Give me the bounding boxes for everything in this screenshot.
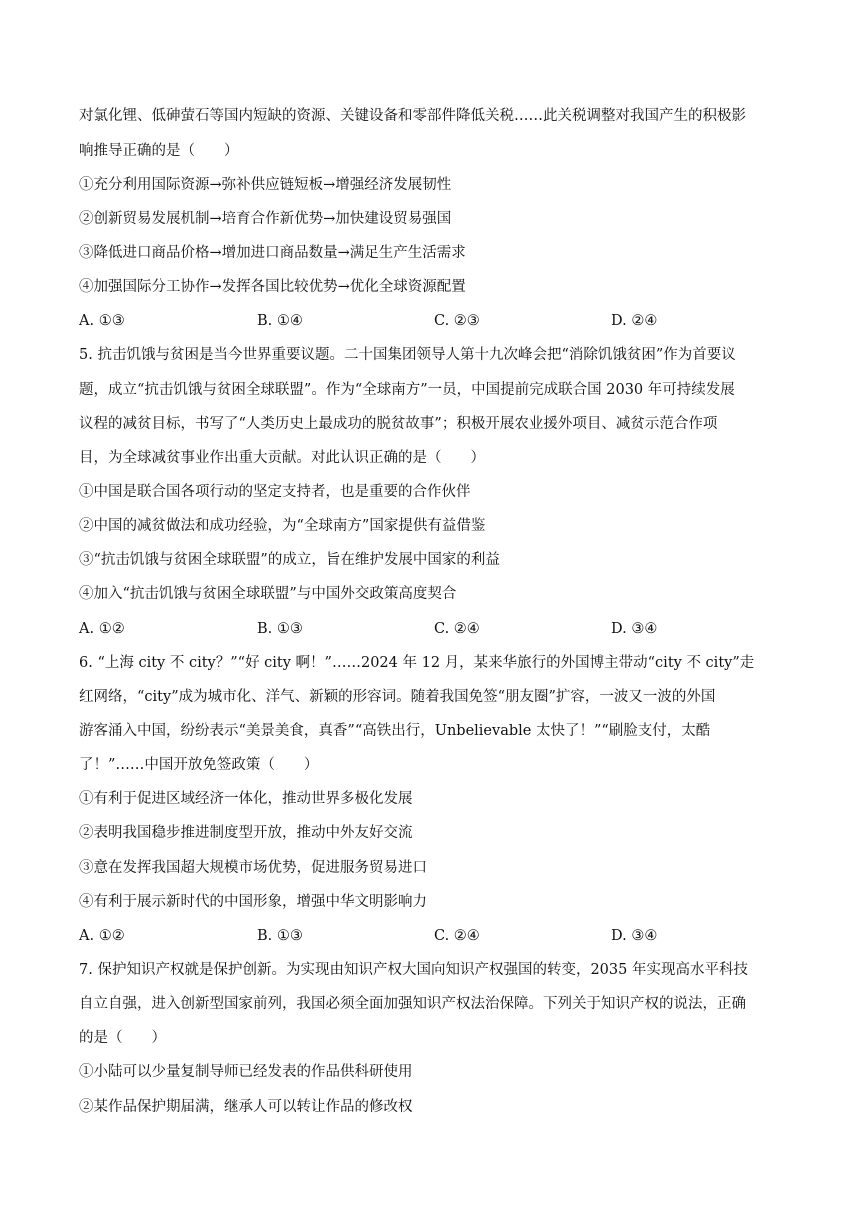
q7-stem-line-2: 自立自强，进入创新型国家前列，我国必须全面加强知识产权法治保障。下列关于知识产权的说法，正确 [79, 996, 746, 1012]
q6-stem-line-2: 红网络，“city”成为城市化、洋气、新颖的形容词。随着我国免签“朋友圈”扩容，一波又一波的外国 [79, 689, 716, 705]
q5-item-4: ④加入“抗击饥饿与贫困全球联盟”与中国外交政策高度契合 [79, 586, 457, 602]
q4-option-c[interactable]: C. ②③ [434, 313, 480, 329]
q6-options [79, 926, 799, 946]
q5-option-b[interactable]: B. ①③ [257, 621, 303, 637]
q4-item-3: ③降低进口商品价格→增加进口商品数量→满足生产生活需求 [79, 245, 466, 261]
q5-item-3: ③“抗击饥饿与贫困全球联盟”的成立，旨在维护发展中国家的利益 [79, 552, 500, 568]
q5-option-c[interactable]: C. ②④ [434, 621, 480, 637]
q5-option-a[interactable]: A. ①② [79, 621, 125, 637]
q4-option-a[interactable]: A. ①③ [79, 313, 125, 329]
q4-stem-line-1: 对氯化锂、低砷萤石等国内短缺的资源、关键设备和零部件降低关税……此关税调整对我国产生的积极影 [79, 108, 746, 124]
q6-stem-line-1: 6. “上海 city 不 city？”“好 city 啊！”……2024 年 12 月，某来华旅行的外国博主带动“city 不 city”走 [79, 655, 755, 671]
q4-option-d[interactable]: D. ②④ [611, 313, 658, 329]
q7-item-1: ①小陆可以少量复制导师已经发表的作品供科研使用 [79, 1064, 413, 1080]
q6-item-4: ④有利于展示新时代的中国形象，增强中华文明影响力 [79, 894, 427, 910]
q7-stem-line-1: 7. 保护知识产权就是保护创新。为实现由知识产权大国向知识产权强国的转变，2035 年实现高水平科技 [79, 962, 748, 978]
q6-option-b[interactable]: B. ①③ [257, 928, 303, 944]
q5-stem-line-1: 5. 抗击饥饿与贫困是当今世界重要议题。二十国集团领导人第十九次峰会把“消除饥饿贫困”作为首要议 [79, 347, 736, 363]
q6-item-2: ②表明我国稳步推进制度型开放，推动中外友好交流 [79, 825, 413, 841]
q6-option-d[interactable]: D. ③④ [611, 928, 658, 944]
q6-item-1: ①有利于促进区域经济一体化，推动世界多极化发展 [79, 791, 413, 807]
q4-option-b[interactable]: B. ①④ [257, 313, 303, 329]
q4-options [79, 311, 799, 331]
q7-stem-line-3: 的是（ ） [79, 1030, 166, 1046]
q5-stem-line-2: 题，成立“抗击饥饿与贫困全球联盟”。作为“全球南方”一员，中国提前完成联合国 2030 年可持续发展 [79, 382, 735, 398]
q6-stem-line-4: 了！”……中国开放免签政策（ ） [79, 757, 319, 773]
q4-item-2: ②创新贸易发展机制→培育合作新优势→加快建设贸易强国 [79, 211, 452, 227]
q5-options [79, 619, 799, 639]
q6-stem-line-3: 游客涌入中国，纷纷表示“美景美食，真香”“高铁出行，Unbelievable 太快了！”“刷脸支付，太酷 [79, 723, 711, 739]
q5-item-1: ①中国是联合国各项行动的坚定支持者，也是重要的合作伙伴 [79, 484, 471, 500]
q5-stem-line-3: 议程的减贫目标，书写了“人类历史上最成功的脱贫故事”；积极开展农业援外项目、减贫示范合作项 [79, 416, 718, 432]
q4-item-1: ①充分利用国际资源→弥补供应链短板→增强经济发展韧性 [79, 177, 452, 193]
q6-item-3: ③意在发挥我国超大规模市场优势，促进服务贸易进口 [79, 860, 427, 876]
q6-option-a[interactable]: A. ①② [79, 928, 125, 944]
q5-option-d[interactable]: D. ③④ [611, 621, 658, 637]
q7-item-2: ②某作品保护期届满，继承人可以转让作品的修改权 [79, 1099, 413, 1115]
q4-stem-line-2: 响推导正确的是（ ） [79, 143, 239, 159]
q4-item-4: ④加强国际分工协作→发挥各国比较优势→优化全球资源配置 [79, 279, 466, 295]
q6-option-c[interactable]: C. ②④ [434, 928, 480, 944]
q5-stem-line-4: 目，为全球减贫事业作出重大贡献。对此认识正确的是（ ） [79, 450, 485, 466]
q5-item-2: ②中国的减贫做法和成功经验，为“全球南方”国家提供有益借鉴 [79, 518, 486, 534]
